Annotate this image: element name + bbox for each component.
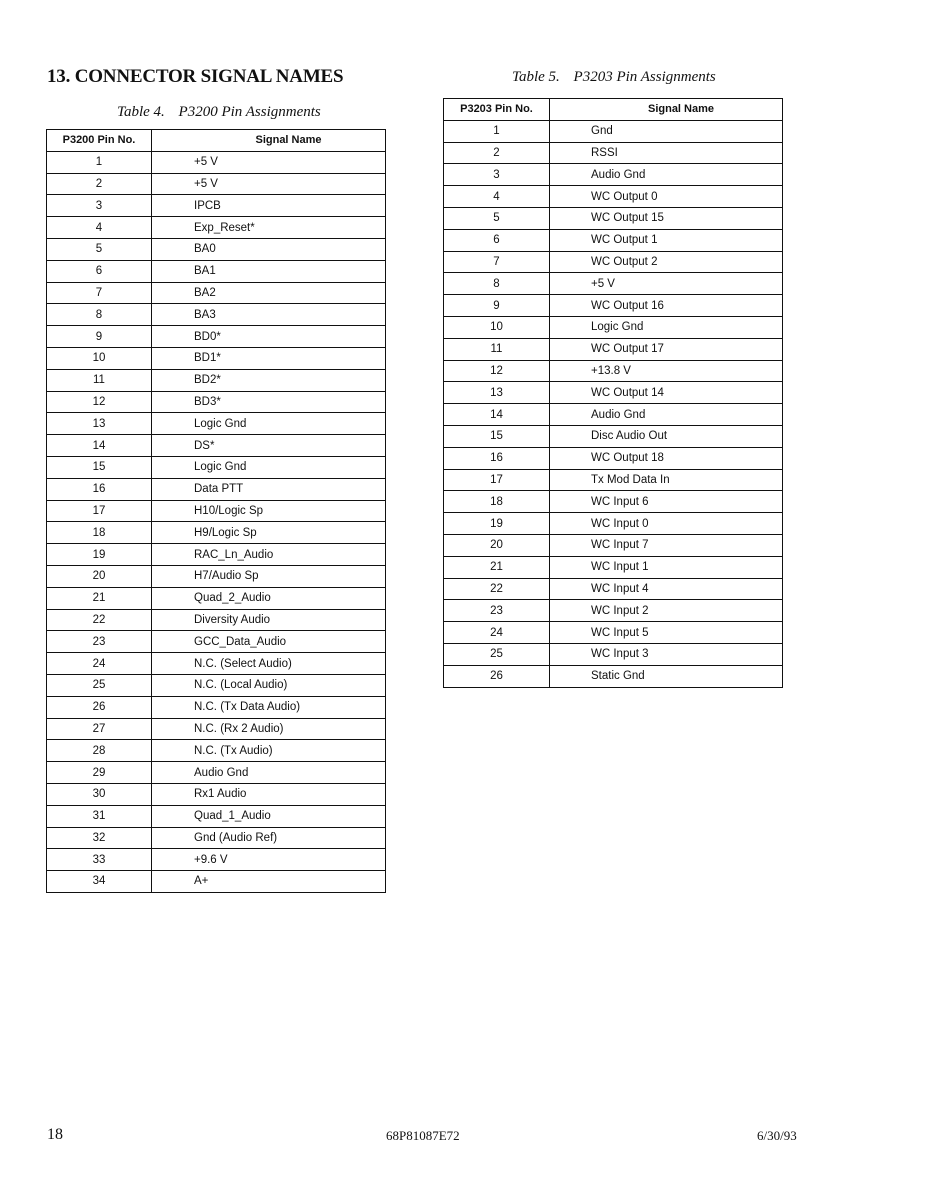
pin-column-header: P3200 Pin No. <box>47 130 152 152</box>
signal-name-cell: WC Output 17 <box>550 338 783 360</box>
pin-number-cell: 12 <box>47 391 152 413</box>
table-header-row <box>47 130 386 152</box>
table-row <box>47 805 386 827</box>
pin-number-cell: 13 <box>444 382 550 404</box>
signal-name-cell: Logic Gnd <box>152 413 386 435</box>
signal-name-cell: Audio Gnd <box>152 762 386 784</box>
pin-number-cell: 23 <box>47 631 152 653</box>
pin-number-cell: 17 <box>47 500 152 522</box>
table-row <box>47 304 386 326</box>
table-row <box>47 238 386 260</box>
signal-name-cell: RSSI <box>550 142 783 164</box>
signal-name-cell: Data PTT <box>152 478 386 500</box>
pin-number-cell: 7 <box>47 282 152 304</box>
signal-name-cell: N.C. (Select Audio) <box>152 653 386 675</box>
table5-caption-title: P3203 Pin Assignments <box>573 69 716 85</box>
document-number: 68P81087E72 <box>386 1128 460 1143</box>
table-row <box>444 469 783 491</box>
table-row <box>47 435 386 457</box>
signal-column-header: Signal Name <box>152 130 386 152</box>
table-row <box>444 534 783 556</box>
table-row <box>444 447 783 469</box>
signal-name-cell: BA3 <box>152 304 386 326</box>
table-row <box>444 578 783 600</box>
pin-number-cell: 4 <box>47 217 152 239</box>
table-row <box>444 295 783 317</box>
table-row <box>47 696 386 718</box>
table-row <box>47 413 386 435</box>
signal-name-cell: Audio Gnd <box>550 404 783 426</box>
table-row <box>444 273 783 295</box>
signal-name-cell: WC Output 15 <box>550 207 783 229</box>
table-header-row <box>444 99 783 121</box>
signal-name-cell: WC Output 1 <box>550 229 783 251</box>
pin-number-cell: 25 <box>444 643 550 665</box>
table-row <box>47 783 386 805</box>
signal-name-cell: Diversity Audio <box>152 609 386 631</box>
signal-name-cell: WC Input 6 <box>550 491 783 513</box>
pin-number-cell: 28 <box>47 740 152 762</box>
signal-name-cell: +5 V <box>550 273 783 295</box>
table-row <box>444 207 783 229</box>
p3203-table-body <box>444 120 783 687</box>
signal-name-cell: WC Output 14 <box>550 382 783 404</box>
pin-number-cell: 14 <box>444 404 550 426</box>
pin-number-cell: 21 <box>444 556 550 578</box>
pin-number-cell: 20 <box>47 565 152 587</box>
pin-number-cell: 4 <box>444 186 550 208</box>
pin-number-cell: 5 <box>444 207 550 229</box>
table-row <box>47 762 386 784</box>
pin-number-cell: 31 <box>47 805 152 827</box>
signal-name-cell: Disc Audio Out <box>550 425 783 447</box>
signal-name-cell: WC Output 2 <box>550 251 783 273</box>
section-heading: 13. CONNECTOR SIGNAL NAMES <box>47 66 344 87</box>
table-row <box>47 347 386 369</box>
table-row <box>47 522 386 544</box>
signal-name-cell: +9.6 V <box>152 849 386 871</box>
table-row <box>444 360 783 382</box>
signal-name-cell: DS* <box>152 435 386 457</box>
table-row <box>47 827 386 849</box>
signal-name-cell: H7/Audio Sp <box>152 565 386 587</box>
pin-number-cell: 14 <box>47 435 152 457</box>
pin-number-cell: 8 <box>444 273 550 295</box>
table-row <box>47 217 386 239</box>
signal-name-cell: H10/Logic Sp <box>152 500 386 522</box>
table-row <box>47 326 386 348</box>
table-row <box>47 544 386 566</box>
signal-name-cell: Quad_1_Audio <box>152 805 386 827</box>
pin-number-cell: 18 <box>47 522 152 544</box>
pin-number-cell: 2 <box>47 173 152 195</box>
signal-name-cell: WC Input 5 <box>550 622 783 644</box>
signal-name-cell: Logic Gnd <box>152 456 386 478</box>
signal-name-cell: Quad_2_Audio <box>152 587 386 609</box>
table5-caption-number: Table 5. <box>512 69 560 85</box>
signal-name-cell: Audio Gnd <box>550 164 783 186</box>
pin-number-cell: 3 <box>47 195 152 217</box>
signal-name-cell: +13.8 V <box>550 360 783 382</box>
signal-name-cell: RAC_Ln_Audio <box>152 544 386 566</box>
pin-number-cell: 25 <box>47 674 152 696</box>
signal-name-cell: BA2 <box>152 282 386 304</box>
pin-number-cell: 34 <box>47 871 152 893</box>
signal-name-cell: +5 V <box>152 173 386 195</box>
table-row <box>444 404 783 426</box>
signal-name-cell: N.C. (Local Audio) <box>152 674 386 696</box>
pin-number-cell: 6 <box>444 229 550 251</box>
table-row <box>444 120 783 142</box>
table-row <box>444 491 783 513</box>
pin-number-cell: 6 <box>47 260 152 282</box>
p3203-pin-table <box>443 98 783 688</box>
table-row <box>47 718 386 740</box>
table-row <box>47 653 386 675</box>
signal-name-cell: N.C. (Tx Data Audio) <box>152 696 386 718</box>
pin-number-cell: 3 <box>444 164 550 186</box>
pin-number-cell: 11 <box>47 369 152 391</box>
signal-name-cell: Tx Mod Data In <box>550 469 783 491</box>
pin-number-cell: 15 <box>47 456 152 478</box>
table-row <box>444 643 783 665</box>
pin-number-cell: 17 <box>444 469 550 491</box>
table-row <box>444 229 783 251</box>
pin-number-cell: 15 <box>444 425 550 447</box>
table-row <box>47 740 386 762</box>
signal-name-cell: WC Output 18 <box>550 447 783 469</box>
signal-name-cell: BD1* <box>152 347 386 369</box>
pin-number-cell: 24 <box>444 622 550 644</box>
pin-number-cell: 8 <box>47 304 152 326</box>
pin-number-cell: 22 <box>47 609 152 631</box>
table-row <box>47 282 386 304</box>
pin-number-cell: 19 <box>47 544 152 566</box>
table-row <box>47 674 386 696</box>
table4-caption <box>117 104 321 121</box>
signal-name-cell: WC Input 2 <box>550 600 783 622</box>
signal-name-cell: BA0 <box>152 238 386 260</box>
pin-number-cell: 16 <box>47 478 152 500</box>
table-row <box>47 565 386 587</box>
pin-number-cell: 18 <box>444 491 550 513</box>
p3200-table-body <box>47 151 386 892</box>
pin-number-cell: 20 <box>444 534 550 556</box>
signal-name-cell: Logic Gnd <box>550 316 783 338</box>
signal-name-cell: WC Input 4 <box>550 578 783 600</box>
pin-number-cell: 32 <box>47 827 152 849</box>
signal-name-cell: Gnd (Audio Ref) <box>152 827 386 849</box>
table-row <box>47 173 386 195</box>
table-row <box>444 382 783 404</box>
signal-name-cell: WC Input 7 <box>550 534 783 556</box>
table-row <box>47 456 386 478</box>
table4-caption-title: P3200 Pin Assignments <box>178 104 321 120</box>
table-row <box>47 369 386 391</box>
signal-name-cell: Exp_Reset* <box>152 217 386 239</box>
page-number: 18 <box>47 1126 63 1143</box>
table-row <box>444 164 783 186</box>
table-row <box>444 665 783 687</box>
table-row <box>444 600 783 622</box>
p3200-pin-table <box>46 129 386 893</box>
table-row <box>444 251 783 273</box>
signal-name-cell: Static Gnd <box>550 665 783 687</box>
pin-number-cell: 29 <box>47 762 152 784</box>
pin-number-cell: 24 <box>47 653 152 675</box>
signal-name-cell: WC Input 3 <box>550 643 783 665</box>
signal-name-cell: WC Output 16 <box>550 295 783 317</box>
signal-name-cell: WC Output 0 <box>550 186 783 208</box>
table-row <box>444 513 783 535</box>
signal-name-cell: BA1 <box>152 260 386 282</box>
signal-name-cell: BD2* <box>152 369 386 391</box>
pin-number-cell: 23 <box>444 600 550 622</box>
pin-number-cell: 1 <box>47 151 152 173</box>
table-row <box>444 556 783 578</box>
table4-caption-number: Table 4. <box>117 104 165 120</box>
pin-number-cell: 10 <box>444 316 550 338</box>
signal-name-cell: N.C. (Tx Audio) <box>152 740 386 762</box>
table-row <box>444 338 783 360</box>
signal-name-cell: N.C. (Rx 2 Audio) <box>152 718 386 740</box>
table-row <box>444 425 783 447</box>
signal-name-cell: +5 V <box>152 151 386 173</box>
pin-number-cell: 10 <box>47 347 152 369</box>
table-row <box>47 849 386 871</box>
pin-number-cell: 16 <box>444 447 550 469</box>
pin-number-cell: 21 <box>47 587 152 609</box>
table-row <box>47 871 386 893</box>
pin-number-cell: 11 <box>444 338 550 360</box>
pin-number-cell: 22 <box>444 578 550 600</box>
document-date: 6/30/93 <box>757 1128 797 1143</box>
table5-caption <box>512 69 716 86</box>
table-row <box>47 631 386 653</box>
signal-name-cell: WC Input 0 <box>550 513 783 535</box>
signal-name-cell: BD3* <box>152 391 386 413</box>
table-row <box>47 500 386 522</box>
table-row <box>47 609 386 631</box>
signal-name-cell: A+ <box>152 871 386 893</box>
signal-column-header: Signal Name <box>550 99 783 121</box>
signal-name-cell: H9/Logic Sp <box>152 522 386 544</box>
signal-name-cell: GCC_Data_Audio <box>152 631 386 653</box>
pin-number-cell: 26 <box>444 665 550 687</box>
pin-number-cell: 27 <box>47 718 152 740</box>
signal-name-cell: IPCB <box>152 195 386 217</box>
pin-column-header: P3203 Pin No. <box>444 99 550 121</box>
table-row <box>47 151 386 173</box>
signal-name-cell: WC Input 1 <box>550 556 783 578</box>
pin-number-cell: 30 <box>47 783 152 805</box>
table-row <box>444 622 783 644</box>
signal-name-cell: BD0* <box>152 326 386 348</box>
pin-number-cell: 19 <box>444 513 550 535</box>
table-row <box>47 260 386 282</box>
table-row <box>47 391 386 413</box>
signal-name-cell: Rx1 Audio <box>152 783 386 805</box>
pin-number-cell: 12 <box>444 360 550 382</box>
signal-name-cell: Gnd <box>550 120 783 142</box>
pin-number-cell: 9 <box>47 326 152 348</box>
table-row <box>47 478 386 500</box>
pin-number-cell: 5 <box>47 238 152 260</box>
pin-number-cell: 33 <box>47 849 152 871</box>
pin-number-cell: 1 <box>444 120 550 142</box>
pin-number-cell: 2 <box>444 142 550 164</box>
table-row <box>444 316 783 338</box>
pin-number-cell: 7 <box>444 251 550 273</box>
pin-number-cell: 13 <box>47 413 152 435</box>
table-row <box>444 186 783 208</box>
table-row <box>47 587 386 609</box>
table-row <box>444 142 783 164</box>
pin-number-cell: 26 <box>47 696 152 718</box>
pin-number-cell: 9 <box>444 295 550 317</box>
table-row <box>47 195 386 217</box>
